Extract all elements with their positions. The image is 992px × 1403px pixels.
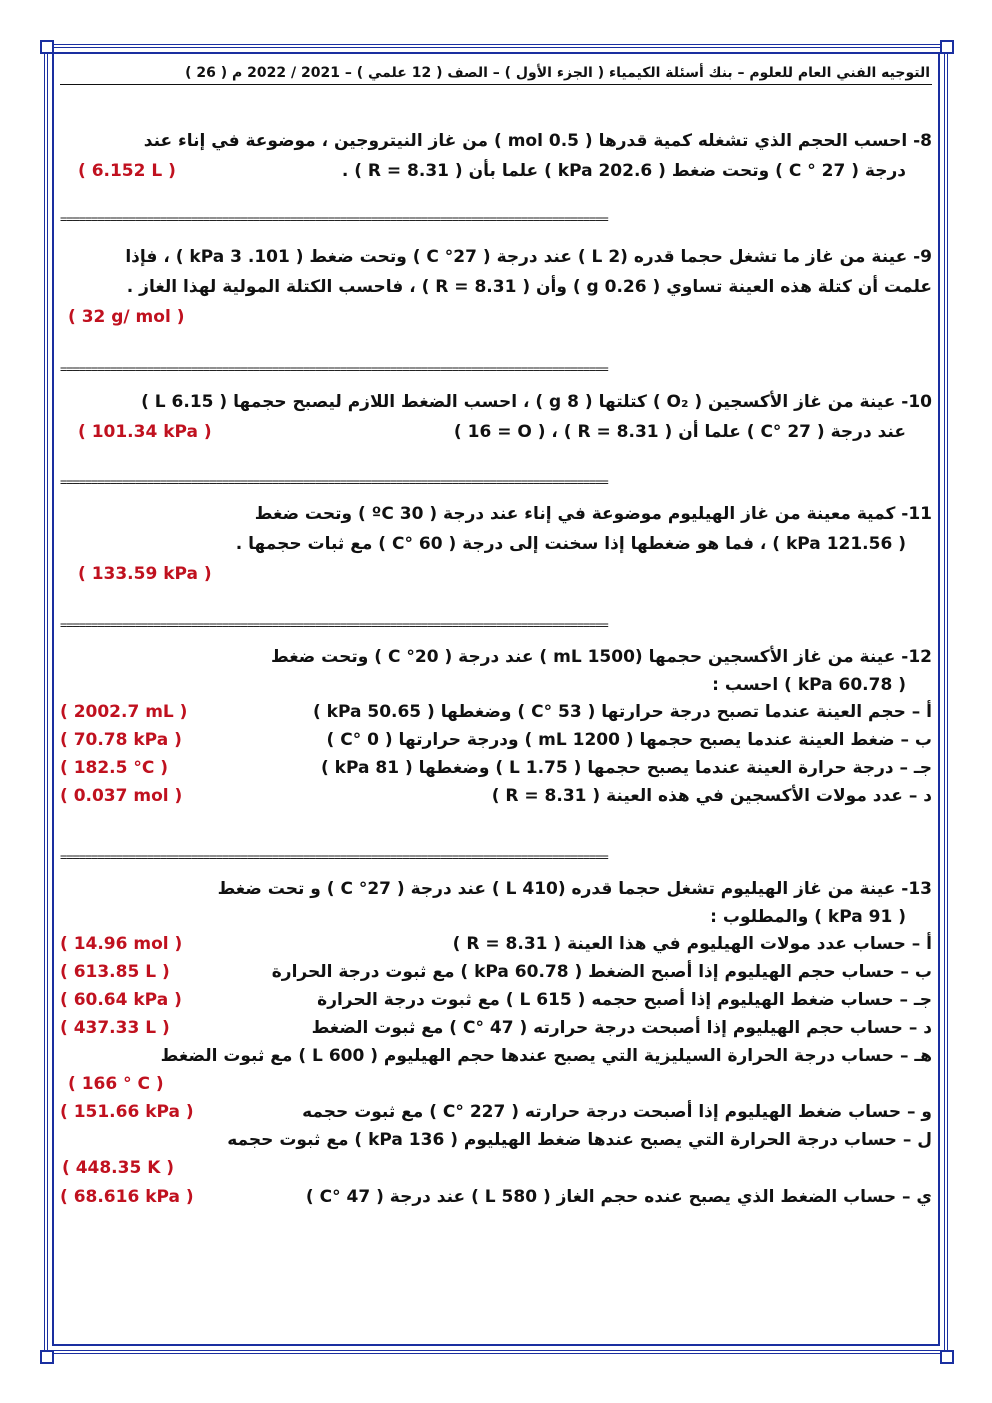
question-9 [60, 242, 932, 332]
corner-ornament [940, 40, 954, 54]
answer-value: ( 32 g/ mol ) [68, 307, 185, 327]
answer-value: ( 448.35 K ) [62, 1158, 175, 1178]
answer-value: ( 133.59 kPa ) [78, 564, 212, 584]
sub-question: ل – حساب درجة الحرارة التي يصبح عندها ضغط الهيليوم ( 136 kPa ) مع ثبوت حجمه [227, 1130, 932, 1150]
question-text: عند درجة ( 27 °C ) علما أن ( R = 8.31 ) ، ( 16 = O ) [453, 422, 906, 442]
sub-question [60, 986, 932, 1014]
answer-value: ( 6.152 L ) [78, 161, 176, 181]
question-text: ب – حساب حجم الهيليوم إذا أصبح الضغط ( 60.78 kPa ) مع ثبوت درجة الحرارة [271, 962, 932, 982]
worksheet-page [60, 62, 932, 1332]
answer-line [60, 302, 932, 332]
separator-line: ======================================================================================== [60, 850, 608, 864]
answer-value: ( 68.616 kPa ) [60, 1187, 194, 1207]
question-text: درجة ( 27 ° C ) وتحت ضغط ( 202.6 kPa ) علما بأن ( R = 8.31 ) . [341, 161, 906, 181]
separator-line: ======================================================================================== [60, 362, 608, 376]
question-line [60, 156, 932, 186]
question-text: د – عدد مولات الأكسجين في هذه العينة ( R = 8.31 ) [491, 786, 932, 806]
answer-value: ( 70.78 kPa ) [60, 730, 182, 750]
question-8 [60, 126, 932, 186]
question-text: أ – حجم العينة عندما تصبح درجة حرارتها ( 53 °C ) وضغطها ( 50.65 kPa ) [312, 702, 932, 722]
sub-question [60, 1014, 932, 1042]
answer-value: ( 182.5 °C ) [60, 758, 169, 778]
question-text: د – حساب حجم الهيليوم إذا أصبحت درجة حرارته ( 47 °C ) مع ثبوت الضغط [311, 1018, 932, 1038]
corner-ornament [40, 40, 54, 54]
question-line: 13- عينة من غاز الهيليوم تشغل حجما قدره (410 L ) عند درجة ( 27° C ) و تحت ضغط [217, 879, 932, 899]
sub-question [60, 958, 932, 986]
question-line: 11- كمية معينة من غاز الهيليوم موضوعة في إناء عند درجة ( 30 ºC ) وتحت ضغط [254, 504, 932, 524]
page-header: التوجيه الفني العام للعلوم – بنك أسئلة الكيمياء ( الجزء الأول ) – الصف ( 12 علمي ) – 2021 / 2022 م ( 26 ) [60, 62, 932, 85]
question-11 [60, 499, 932, 589]
sub-question [60, 754, 932, 782]
answer-value: ( 151.66 kPa ) [60, 1102, 194, 1122]
sub-question [60, 782, 932, 810]
answer-value: ( 437.33 L ) [60, 1018, 170, 1038]
question-line [60, 417, 932, 447]
question-line: 12- عينة من غاز الأكسجين حجمها (1500 mL ) عند درجة ( 20° C ) وتحت ضغط [271, 647, 932, 667]
sub-question [60, 698, 932, 726]
question-text: أ – حساب عدد مولات الهيليوم في هذا العينة ( R = 8.31 ) [452, 934, 932, 954]
answer-value: ( 60.64 kPa ) [60, 990, 182, 1010]
question-line: ( 60.78 kPa ) احسب : [712, 675, 906, 695]
question-line: 9- عينة من غاز ما تشغل حجما قدره (2 L ) عند درجة ( 27° C ) وتحت ضغط ( 101. 3 kPa ) ، فإذا [125, 247, 932, 267]
sub-question [60, 1182, 932, 1212]
separator-line: ======================================================================================== [60, 618, 608, 632]
question-line: 8- احسب الحجم الذي تشغله كمية قدرها ( 0.5 mol ) من غاز النيتروجين ، موضوعة في إناء عند [143, 131, 932, 151]
separator-line: ======================================================================================== [60, 212, 608, 226]
answer-value: ( 613.85 L ) [60, 962, 170, 982]
corner-ornament [40, 1350, 54, 1364]
question-text: ب – ضغط العينة عندما يصبح حجمها ( 1200 mL ) ودرجة حرارتها ( 0 °C ) [326, 730, 932, 750]
answer-line [60, 1154, 932, 1182]
separator-line: ======================================================================================== [60, 475, 608, 489]
answer-line [60, 1070, 932, 1098]
question-text: جـ – حساب ضغط الهيليوم إذا أصبح حجمه ( 615 L ) مع ثبوت درجة الحرارة [317, 990, 932, 1010]
sub-question [60, 1098, 932, 1126]
answer-value: ( 14.96 mol ) [60, 934, 183, 954]
question-13 [60, 874, 932, 1212]
question-line: ( 121.56 kPa ) ، فما هو ضغطها إذا سخنت إلى درجة ( 60 °C ) مع ثبات حجمها . [235, 534, 906, 554]
question-text: جـ – درجة حرارة العينة عندما يصبح حجمها ( 1.75 L ) وضغطها ( 81 kPa ) [320, 758, 932, 778]
answer-value: ( 0.037 mol ) [60, 786, 183, 806]
question-line: علمت أن كتلة هذه العينة تساوي ( 0.26 g ) وأن ( R = 8.31 ) ، فاحسب الكتلة المولية لهذا الغاز . [126, 277, 932, 297]
sub-question: هـ – حساب درجة الحرارة السيليزية التي يصبح عندها حجم الهيليوم ( 600 L ) مع ثبوت الضغط [160, 1046, 932, 1066]
corner-ornament [940, 1350, 954, 1364]
answer-value: ( 166 ° C ) [68, 1074, 164, 1094]
question-12 [60, 642, 932, 810]
question-line: ( 91 kPa ) والمطلوب : [710, 907, 906, 927]
sub-question [60, 930, 932, 958]
answer-line [60, 559, 932, 589]
question-text: و – حساب ضغط الهيليوم إذا أصبحت درجة حرارته ( 227 °C ) مع ثبوت حجمه [302, 1102, 932, 1122]
question-line: 10- عينة من غاز الأكسجين ( O₂ ) كتلتها ( 8 g ) ، احسب الضغط اللازم ليصبح حجمها ( 6.15 L ) [141, 392, 932, 412]
answer-value: ( 2002.7 mL ) [60, 702, 188, 722]
question-text: ي – حساب الضغط الذي يصبح عنده حجم الغاز ( 580 L ) عند درجة ( 47 °C ) [305, 1187, 932, 1207]
question-10 [60, 387, 932, 447]
answer-value: ( 101.34 kPa ) [78, 422, 212, 442]
sub-question [60, 726, 932, 754]
